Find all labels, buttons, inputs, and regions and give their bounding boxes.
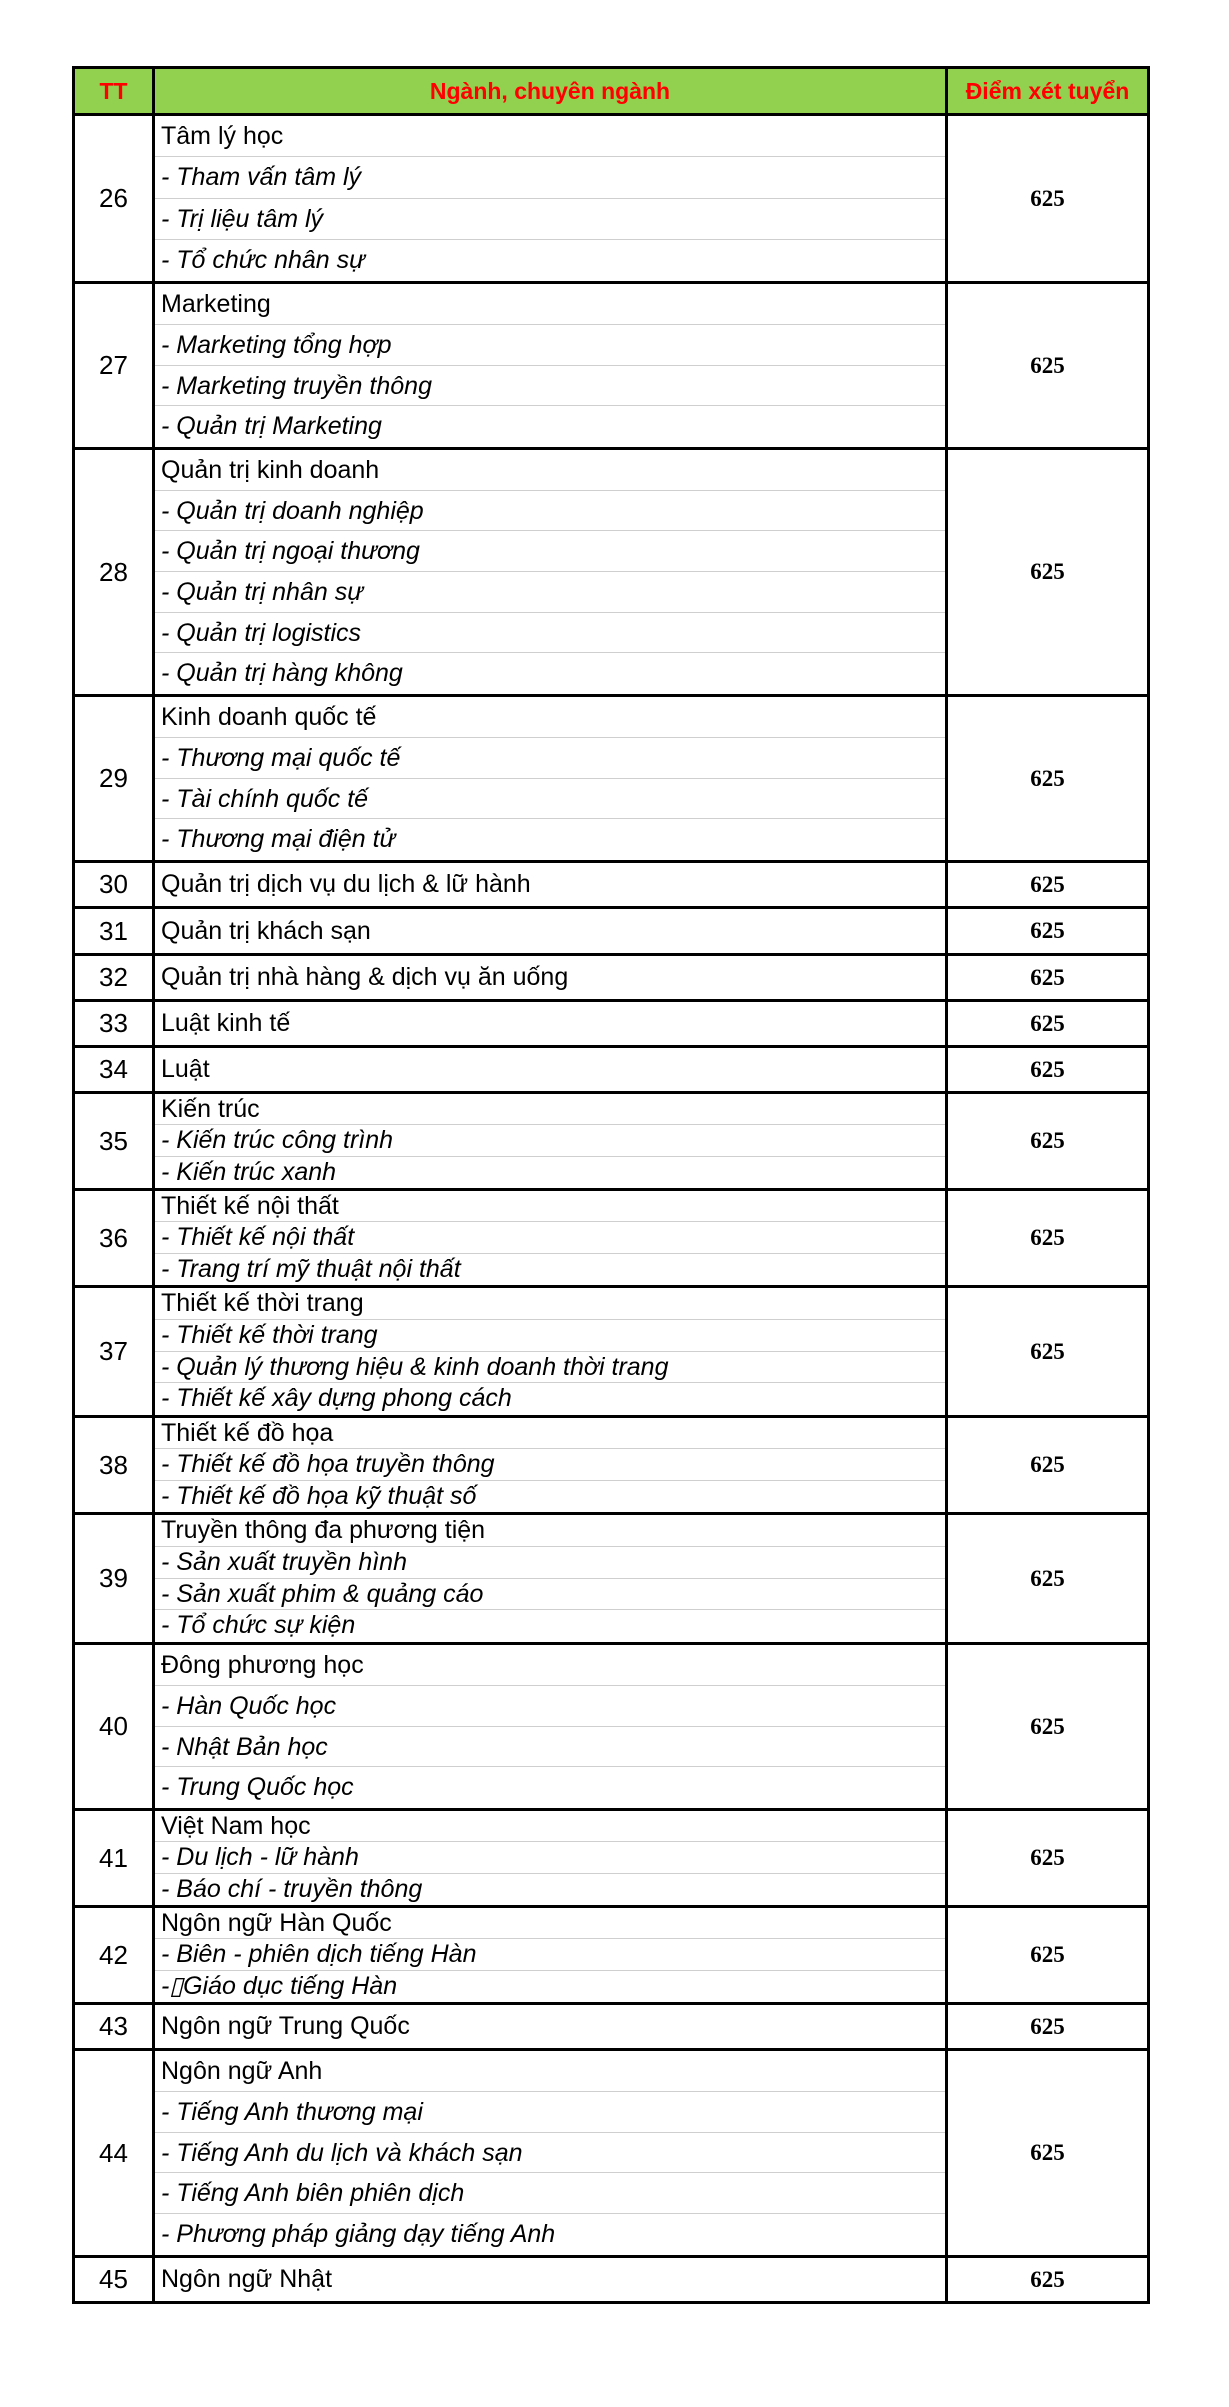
admission-score: 625 — [947, 1644, 1149, 1810]
major-name: Thiết kế thời trang — [155, 1288, 945, 1320]
table-row — [74, 1417, 1149, 1514]
specialization-item: - Tài chính quốc tế — [155, 779, 945, 820]
admission-score: 625 — [947, 1093, 1149, 1190]
admission-score: 625 — [947, 2004, 1149, 2050]
major-name: Việt Nam học — [155, 1811, 945, 1842]
specialization-item: - Tiếng Anh thương mại — [155, 2092, 945, 2133]
major-cell — [154, 283, 947, 449]
table-header-row — [74, 68, 1149, 115]
row-number: 40 — [74, 1644, 154, 1810]
table-row — [74, 1907, 1149, 2004]
header-tt: TT — [74, 68, 154, 115]
specialization-item: - Thương mại quốc tế — [155, 738, 945, 779]
admission-score: 625 — [947, 1417, 1149, 1514]
row-number: 31 — [74, 908, 154, 955]
specialization-item: - Thiết kế nội thất — [155, 1222, 945, 1253]
table-row — [74, 1047, 1149, 1093]
table-row — [74, 1190, 1149, 1287]
row-number: 35 — [74, 1093, 154, 1190]
major-name: Truyền thông đa phương tiện — [155, 1515, 945, 1547]
admission-score: 625 — [947, 115, 1149, 283]
major-name: Thiết kế đồ họa — [155, 1418, 945, 1449]
major-cell — [154, 2257, 947, 2303]
major-cell — [154, 1001, 947, 1047]
specialization-item: - Báo chí - truyền thông — [161, 1874, 423, 1903]
major-cell — [154, 1810, 947, 1907]
admission-score: 625 — [947, 1514, 1149, 1644]
major-cell — [154, 862, 947, 908]
major-cell — [154, 2050, 947, 2257]
major-name: Kiến trúc — [155, 1094, 945, 1125]
major-name: Luật kinh tế — [161, 1009, 291, 1037]
specialization-item: - Trung Quốc học — [161, 1773, 354, 1802]
major-cell — [154, 115, 947, 283]
specialization-item: - Tiếng Anh du lịch và khách sạn — [155, 2133, 945, 2174]
specialization-item: - Biên - phiên dịch tiếng Hàn — [155, 1939, 945, 1970]
table-row — [74, 283, 1149, 449]
row-number: 41 — [74, 1810, 154, 1907]
admission-score: 625 — [947, 2050, 1149, 2257]
major-cell — [154, 908, 947, 955]
major-cell — [154, 1190, 947, 1287]
major-name: Marketing — [155, 284, 945, 325]
specialization-item: - Sản xuất truyền hình — [155, 1547, 945, 1579]
table-row — [74, 1093, 1149, 1190]
specialization-item: - Tiếng Anh biên phiên dịch — [155, 2173, 945, 2214]
specialization-item: - Trang trí mỹ thuật nội thất — [161, 1254, 461, 1283]
specialization-item: - Tổ chức sự kiện — [161, 1611, 356, 1640]
specialization-item: - Quản trị logistics — [155, 613, 945, 654]
admission-score: 625 — [947, 862, 1149, 908]
major-name: Ngôn ngữ Trung Quốc — [161, 2012, 410, 2040]
admission-score: 625 — [947, 449, 1149, 696]
specialization-item: - Marketing truyền thông — [155, 366, 945, 407]
table-row — [74, 2050, 1149, 2257]
specialization-item: - Quản trị ngoại thương — [155, 531, 945, 572]
admission-score: 625 — [947, 1810, 1149, 1907]
row-number: 42 — [74, 1907, 154, 2004]
row-number: 28 — [74, 449, 154, 696]
table-row — [74, 2257, 1149, 2303]
admission-score: 625 — [947, 955, 1149, 1001]
specialization-item: - Quản trị nhân sự — [155, 572, 945, 613]
header-score: Điểm xét tuyển — [947, 68, 1149, 115]
table-row — [74, 908, 1149, 955]
table-row — [74, 955, 1149, 1001]
admission-score: 625 — [947, 1907, 1149, 2004]
major-name: Luật — [161, 1055, 210, 1083]
row-number: 44 — [74, 2050, 154, 2257]
specialization-item: - Thiết kế đồ họa kỹ thuật số — [161, 1481, 477, 1510]
table-row — [74, 696, 1149, 862]
admission-score-table-container — [72, 66, 1147, 2304]
admission-score: 625 — [947, 908, 1149, 955]
specialization-item: - Nhật Bản học — [155, 1727, 945, 1768]
major-name: Quản trị nhà hàng & dịch vụ ăn uống — [161, 963, 569, 991]
row-number: 37 — [74, 1287, 154, 1417]
table-row — [74, 1001, 1149, 1047]
row-number: 38 — [74, 1417, 154, 1514]
major-name: Ngôn ngữ Anh — [155, 2051, 945, 2092]
specialization-item: - Phương pháp giảng dạy tiếng Anh — [161, 2220, 556, 2249]
specialization-item: - Trị liệu tâm lý — [155, 199, 945, 240]
major-name: Đông phương học — [155, 1645, 945, 1686]
major-cell — [154, 1514, 947, 1644]
row-number: 39 — [74, 1514, 154, 1644]
specialization-item: - Tham vấn tâm lý — [155, 157, 945, 198]
row-number: 32 — [74, 955, 154, 1001]
specialization-item: - Thiết kế thời trang — [155, 1320, 945, 1352]
major-cell — [154, 2004, 947, 2050]
specialization-item: - Marketing tổng hợp — [155, 325, 945, 366]
row-number: 36 — [74, 1190, 154, 1287]
specialization-item: - Thương mại điện tử — [161, 825, 396, 854]
major-name: Quản trị khách sạn — [161, 917, 371, 945]
row-number: 27 — [74, 283, 154, 449]
admission-score: 625 — [947, 1287, 1149, 1417]
specialization-item: - Thiết kế đồ họa truyền thông — [155, 1449, 945, 1480]
specialization-item: - Quản trị doanh nghiệp — [155, 491, 945, 532]
admission-score: 625 — [947, 283, 1149, 449]
major-cell — [154, 449, 947, 696]
major-cell — [154, 696, 947, 862]
specialization-item: - Kiến trúc công trình — [155, 1125, 945, 1156]
admission-score: 625 — [947, 1001, 1149, 1047]
specialization-item: - Du lịch - lữ hành — [155, 1842, 945, 1873]
major-cell — [154, 1644, 947, 1810]
header-major: Ngành, chuyên ngành — [154, 68, 947, 115]
specialization-item: - Quản lý thương hiệu & kinh doanh thời trang — [155, 1352, 945, 1384]
row-number: 33 — [74, 1001, 154, 1047]
major-name: Thiết kế nội thất — [155, 1191, 945, 1222]
major-name: Ngôn ngữ Hàn Quốc — [155, 1908, 945, 1939]
row-number: 45 — [74, 2257, 154, 2303]
table-row — [74, 2004, 1149, 2050]
specialization-item: - Quản trị hàng không — [161, 659, 403, 688]
major-cell — [154, 955, 947, 1001]
table-row — [74, 862, 1149, 908]
specialization-item: - Thiết kế xây dựng phong cách — [161, 1384, 512, 1413]
major-name: Ngôn ngữ Nhật — [161, 2265, 333, 2293]
major-cell — [154, 1093, 947, 1190]
table-body — [74, 115, 1149, 2303]
admission-score: 625 — [947, 2257, 1149, 2303]
specialization-item: - Hàn Quốc học — [155, 1686, 945, 1727]
row-number: 29 — [74, 696, 154, 862]
table-row — [74, 1810, 1149, 1907]
admission-score: 625 — [947, 1047, 1149, 1093]
admission-score-table — [72, 66, 1150, 2304]
row-number: 30 — [74, 862, 154, 908]
table-row — [74, 115, 1149, 283]
major-name: Tâm lý học — [155, 116, 945, 157]
specialization-item: - Tổ chức nhân sự — [161, 245, 365, 274]
row-number: 26 — [74, 115, 154, 283]
major-cell — [154, 1417, 947, 1514]
specialization-item: -▯Giáo dục tiếng Hàn — [161, 1971, 398, 2000]
table-row — [74, 1644, 1149, 1810]
table-row — [74, 449, 1149, 696]
table-row — [74, 1514, 1149, 1644]
admission-score: 625 — [947, 1190, 1149, 1287]
major-name: Quản trị kinh doanh — [155, 450, 945, 491]
specialization-item: - Quản trị Marketing — [161, 412, 382, 441]
row-number: 34 — [74, 1047, 154, 1093]
admission-score: 625 — [947, 696, 1149, 862]
row-number: 43 — [74, 2004, 154, 2050]
specialization-item: - Kiến trúc xanh — [161, 1157, 337, 1186]
major-cell — [154, 1047, 947, 1093]
major-cell — [154, 1907, 947, 2004]
specialization-item: - Sản xuất phim & quảng cáo — [155, 1579, 945, 1611]
major-name: Kinh doanh quốc tế — [155, 697, 945, 738]
major-name: Quản trị dịch vụ du lịch & lữ hành — [161, 870, 531, 898]
major-cell — [154, 1287, 947, 1417]
table-row — [74, 1287, 1149, 1417]
